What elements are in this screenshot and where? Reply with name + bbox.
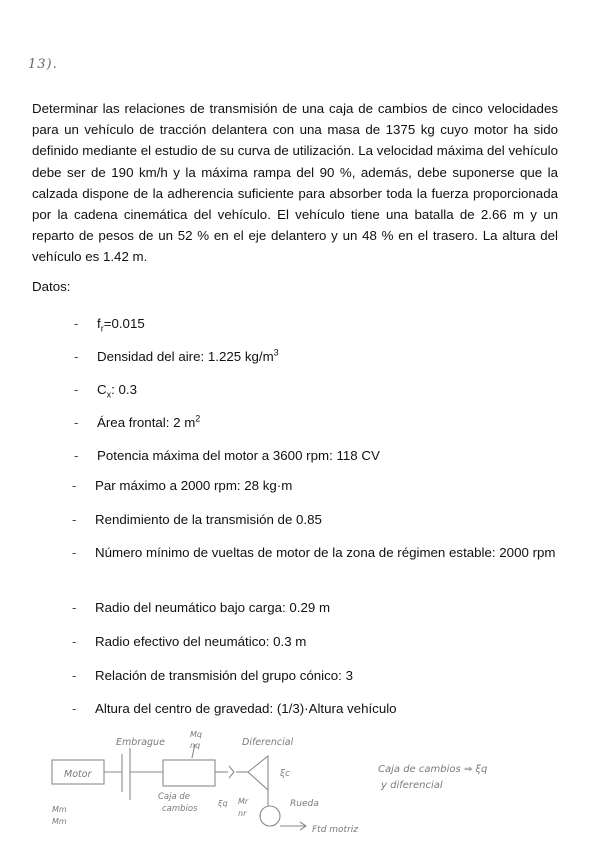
datos-cx: $C_x$: 0.3 bbox=[97, 382, 137, 400]
datos-par: Par máximo a 2000 rpm: 28 kg·m bbox=[95, 478, 293, 493]
drivetrain-sketch bbox=[0, 720, 600, 848]
datos-vueltas: Número mínimo de vueltas de motor de la zona de régimen estable: 2000 rpm bbox=[95, 545, 556, 560]
list-bullet: - bbox=[72, 668, 77, 683]
list-bullet: - bbox=[72, 701, 77, 716]
datos-heading: Datos: bbox=[32, 279, 71, 294]
problem-statement: Determinar las relaciones de transmisión de una caja de cambios de cinco velocidades para un vehículo de tracción delantera con una masa de 1375 kg cuyo motor ha sido definido mediante el estudio de su curva de utilización. La velocidad máxima del vehículo debe ser de 190 km/h y la máxima rampa del 90 %, además, debe suponerse que la calzada dispone de la adherencia suficiente para absorber toda la fuerza proporcionada por la cadena cinemática del vehículo. El vehículo tiene una batalla de 2.66 m y un reparto de pesos de un 52 % en el eje delantero y un 48 % en el trasero. La altura del vehículo es 1.42 m. bbox=[32, 101, 558, 265]
sketch-nr: nr bbox=[238, 809, 247, 818]
datos-grupo-conico: Relación de transmisión del grupo cónico: 3 bbox=[95, 668, 353, 683]
sketch-mr: Mr bbox=[238, 797, 249, 806]
sketch-mq: Mq bbox=[190, 730, 202, 739]
wheel-circle bbox=[260, 806, 280, 826]
exercise-number: 13). bbox=[28, 57, 58, 72]
sketch-embrague: Embrague bbox=[116, 737, 165, 748]
sketch-note-2: y diferencial bbox=[381, 780, 443, 791]
list-bullet: - bbox=[72, 545, 77, 560]
list-bullet: - bbox=[72, 478, 77, 493]
sketch-ftd: Ftd motriz bbox=[312, 825, 359, 835]
sketch-note-1: Caja de cambios ⇒ ξq bbox=[378, 764, 488, 775]
datos-altura-cg: Altura del centro de gravedad: (1/3)·Altura vehículo bbox=[95, 701, 397, 716]
datos-radio-carga: Radio del neumático bajo carga: 0.29 m bbox=[95, 600, 331, 615]
list-bullet: - bbox=[72, 600, 77, 615]
sketch-caja-2: cambios bbox=[162, 804, 198, 814]
list-bullet: - bbox=[72, 634, 77, 649]
list-bullet: - bbox=[72, 512, 77, 527]
datos-potencia: Potencia máxima del motor a 3600 rpm: 118 CV bbox=[97, 448, 380, 463]
sketch-rueda: Rueda bbox=[290, 799, 319, 809]
sketch-nm: Mm bbox=[52, 817, 67, 826]
sketch-nq: nq bbox=[190, 741, 201, 750]
sketch-caja-1: Caja de bbox=[158, 792, 191, 802]
datos-area: Área frontal: 2 $m^2$ bbox=[97, 413, 201, 430]
sketch-ec: ξc bbox=[280, 769, 290, 779]
sketch-motor: Motor bbox=[64, 769, 92, 780]
datos-fr: $f_r=0.015$ bbox=[97, 316, 145, 334]
list-bullet: - bbox=[74, 415, 79, 430]
datos-densidad: Densidad del aire: 1.225 $kg/m^3$ bbox=[97, 347, 279, 364]
list-bullet: - bbox=[74, 316, 79, 331]
datos-rendimiento: Rendimiento de la transmisión de 0.85 bbox=[95, 512, 322, 527]
list-bullet: - bbox=[74, 448, 79, 463]
gearbox-box bbox=[163, 760, 215, 786]
differential-cone bbox=[248, 756, 268, 790]
list-bullet: - bbox=[74, 349, 79, 364]
sketch-mm: Mm bbox=[52, 805, 67, 814]
sketch-diferencial: Diferencial bbox=[242, 737, 294, 748]
datos-radio-efectivo: Radio efectivo del neumático: 0.3 m bbox=[95, 634, 307, 649]
sketch-eq: ξq bbox=[218, 799, 228, 808]
list-bullet: - bbox=[74, 382, 79, 397]
